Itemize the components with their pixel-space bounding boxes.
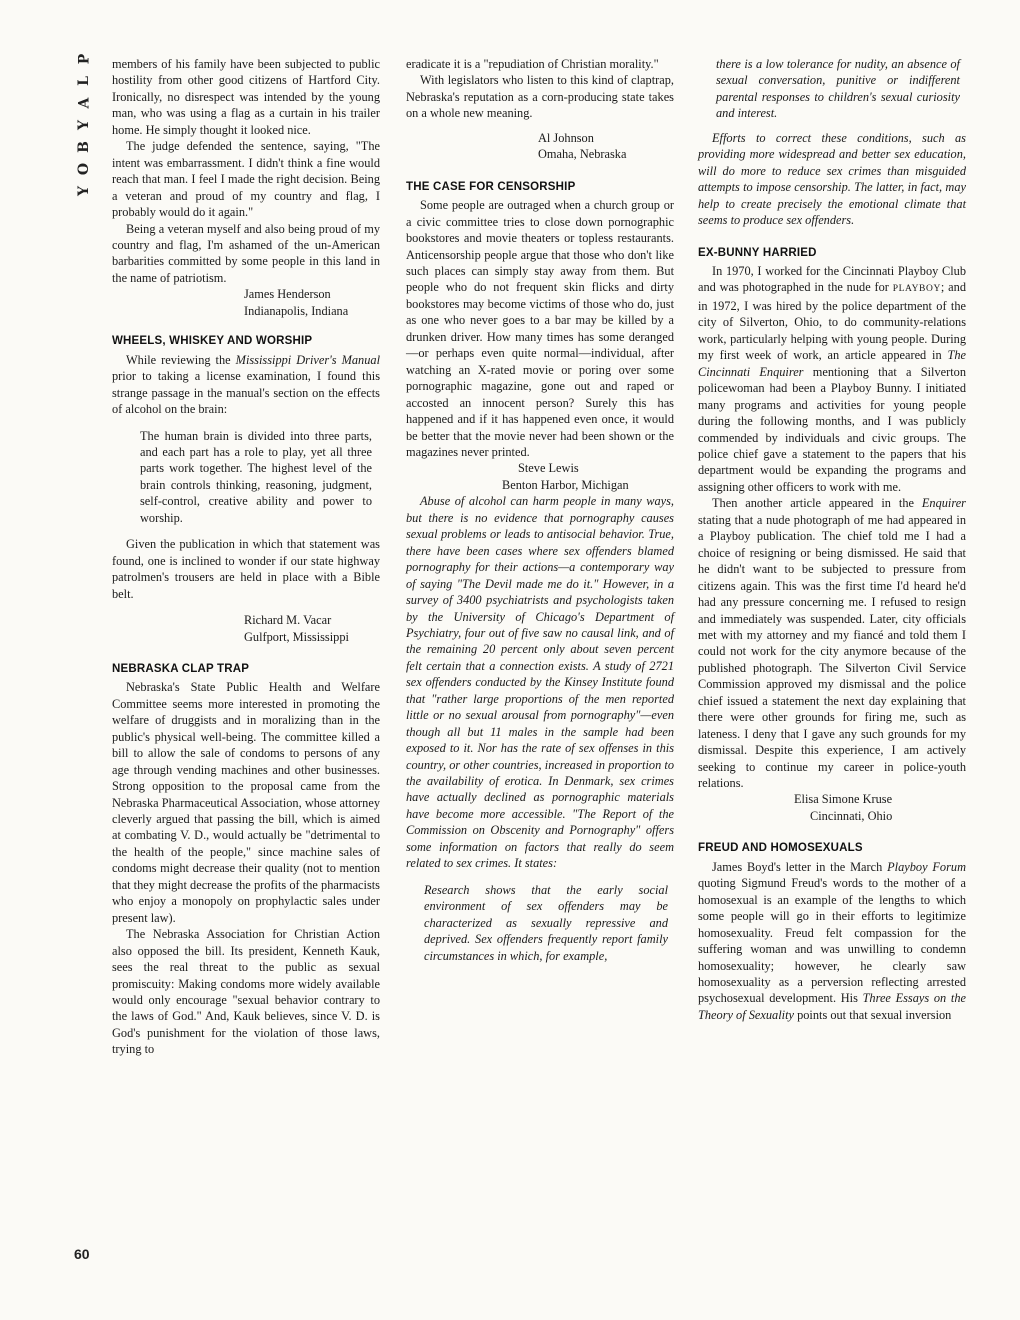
publication-title: The Cincinnati Enquirer xyxy=(698,348,966,379)
letter-paragraph: The judge defended the sentence, saying, "The intent was embarrassment. I didn't think a fine would reach that man. I feel I made the right decision. Being a veteran and proud of my country and flag, I probably would do it again." xyxy=(112,139,380,220)
letter-paragraph: members of his family have been subjected to public hostility from other good citizens of Hartford City. Ironically, no disrespect was intended by the young man, who was using a flag as a curtain in his trailer home. He simply thought it looked nice. xyxy=(112,57,380,137)
letter-paragraph: eradicate it is a "repudiation of Christian morality." xyxy=(406,57,659,71)
section-heading: NEBRASKA CLAP TRAP xyxy=(112,662,250,675)
text-run: quoting Sigmund Freud's words to the mother of a homosexual is an example of the lengths to which some people will go in their efforts to legitimize homosexuality. Freud felt compassion for the suffering woman and was unwilling to condemn homosexuality; however, he clearly saw homosexuality as a perversion reflecting arrested psychosexual development. His xyxy=(698,876,966,1006)
publication-title: Mississippi Driver's Manual xyxy=(235,352,381,367)
signature-name: Elisa Simone Kruse xyxy=(794,792,893,807)
masthead-letter: Y xyxy=(76,186,92,196)
letter-paragraph xyxy=(698,263,966,495)
text-run: While reviewing the xyxy=(126,352,236,367)
letter-paragraph xyxy=(698,859,966,1024)
text-run: ; and in 1972, I was hired by the police department of the city of Silverton, Ohio, to do community-relations work, particularly helping with young people. During my first week of work, an article appeared in xyxy=(698,280,966,363)
signature-name: James Henderson xyxy=(244,287,331,302)
signature-place: Benton Harbor, Michigan xyxy=(502,477,629,492)
publication-title: Playboy Forum xyxy=(887,859,966,874)
letter-paragraph xyxy=(698,495,966,791)
masthead-letter: P xyxy=(76,53,92,65)
publication-title: Three Essays on the Theory of Sexuality xyxy=(698,991,966,1022)
letter-paragraph: Given the publication in which that statement was found, one is inclined to wonder if our state highway patrolmen's trousers are held in place with a Bible belt. xyxy=(112,537,380,601)
text-run: mentioning that a Silverton policewoman had been a Playboy Bunny. I initiated many programs and activities for young people during the following months, and I was publicly commended by individuals and civic groups. The police chief gave a statement to the papers that his department would be expanding the programs and assigning other officers to work with me. xyxy=(698,364,966,494)
signature-name: Steve Lewis xyxy=(518,461,579,476)
letter-paragraph: Some people are outraged when a church group or a civic committee tries to close down pornographic bookstores and movie theaters or topless restaurants. Anticensorship people argue that those who don't like such places can simply stay away from them. But people who do not frequent skin flicks and dirty bookstores may become victims of those who do, just as one who never goes to a bar may be killed by a drunken driver. How many times has some deranged—or perhaps even quite normal—individual, after watching an X-rated movie or poring over some pornographic magazine, gone out and raped or accosted an innocent person? Surely this has happened and if it has happened even once, it would be better that the movie never had been shown or the magazines never printed. xyxy=(406,198,674,459)
letter-paragraph: Nebraska's State Public Health and Welfare Committee seems more interested in promoting the welfare of druggists and in moralizing than in the public's physical well-being. The committee killed a bill to allow the sale of condoms to persons of any age through vending machines and other businesses. Strong opposition to the proposal came from the Nebraska Pharmaceutical Association, whose attorney cleverly argued that passing the bill, which is aimed at combating V. D., would actually be "detrimental to the health of the people," since machine sales of condoms might decrease their quality (not to mention that they might decrease the profits of the pharmacists who enjoy a monopoly on prophylactic sales under present law). xyxy=(112,680,380,925)
section-heading: WHEELS, WHISKEY AND WORSHIP xyxy=(112,335,313,348)
editor-reply: Abuse of alcohol can harm people in many ways, but there is no evidence that pornography causes sexual problems or leads to antisocial behavior. True, there have been cases where sex offenders blamed pornography for their actions—a contemporary way of saying "The Devil made me do it." However, in a survey of 3400 psychiatrists and psychologists taken by the University of Chicago's Department of Psychiatry, four out of five saw no causal link, and of the remaining 20 percent only about seven percent felt certain that a connection exists. A study of 2721 sex offenders conducted by the Kinsey Institute found that "rather large proportions of the men reported little or no sexual arousal from pornography"—even though all but 11 males in the sample had been exposed to it. Nor has the rate of sex offenses in this country, or other countries, increased in proportion to the availability of erotica. In Denmark, sex crimes have actually declined as pornographic materials have become more accessible. "The Report of the Commission on Obscenity and Pornography" offers some information on factors that really do seem related to sex crimes. It states: xyxy=(406,494,674,871)
signature-place: Omaha, Nebraska xyxy=(538,147,627,162)
magazine-name: PLAYBOY xyxy=(892,284,941,295)
text-run: James Boyd's letter in the March xyxy=(712,859,888,874)
masthead-letter: Y xyxy=(76,120,92,130)
masthead-letter: O xyxy=(75,162,92,176)
signature-name: Al Johnson xyxy=(538,130,594,145)
signature-place: Gulfport, Mississippi xyxy=(244,629,349,644)
section-heading: EX-BUNNY HARRIED xyxy=(698,246,817,259)
page-number: 60 xyxy=(74,1246,90,1262)
block-quote: The human brain is divided into three parts, and each part has a role to play, yet all three parts work together. The highest level of the brain controls thinking, reasoning, judgment, self-control, creative ability and power to worship. xyxy=(140,428,372,525)
section-heading: THE CASE FOR CENSORSHIP xyxy=(406,180,576,193)
text-run: points out that sexual inversion xyxy=(793,1007,952,1022)
column-2 xyxy=(406,56,674,972)
text-run: stating that a nude photograph of me had appeared in a Playboy publication. The chief told me I had a choice of resigning or being dismissed. He said that he didn't want to be subjected to pressure from citizens again. This was the first time I'd heard he'd had any pressure concerning me. I refused to resign and immediately was suspended. Later, city officials met with my attorney and my fiancé and told them I could not work for the city anymore because of the published photograph. The Silverton Civil Service Commission approved my dismissal and the police chief issued a statement the next day explaining that there were other grounds for firing me, such as lateness. I deny that I gave any such grounds for my dismissal. Despite this experience, I am actively seeking to continue my career in police-youth relations. xyxy=(698,512,966,791)
publication-title: Enquirer xyxy=(921,496,966,511)
letter-paragraph xyxy=(112,352,380,418)
block-quote: Research shows that the early social environment of sex offenders may be characterized as sexually repressive and deprived. Sex offenders frequently report family circumstances in which, for example, xyxy=(424,882,668,963)
text-run: Then another article appeared in the xyxy=(712,496,922,511)
masthead-letter: L xyxy=(76,76,92,86)
signature-name: Richard M. Vacar xyxy=(244,613,332,628)
column-3 xyxy=(698,56,966,1023)
section-heading: FREUD AND HOMOSEXUALS xyxy=(698,842,863,855)
text-run: In 1970, I worked for the Cincinnati Playboy Club and was photographed in the nude for xyxy=(698,263,966,295)
block-quote: there is a low tolerance for nudity, an absence of sexual conversation, punitive or indifferent parental responses to children's sexual curiosity and interest. xyxy=(716,57,960,121)
masthead-letter: A xyxy=(76,97,92,109)
column-1 xyxy=(112,56,380,1058)
letter-paragraph: The Nebraska Association for Christian Action also opposed the bill. Its president, Kenneth Kauk, sees the real threat to the public as sexual promiscuity: Making condoms more widely available would only encourage "sexual behavior contrary to the laws of God." And, Kauk believes, since V. D. is God's punishment for the violation of those laws, trying to xyxy=(112,927,380,1057)
text-run: prior to taking a license examination, I found this strange passage in the manual's section on the effects of alcohol on the brain: xyxy=(112,369,380,417)
masthead-logo xyxy=(64,48,104,202)
masthead-letter: B xyxy=(76,141,92,153)
signature-place: Indianapolis, Indiana xyxy=(244,303,349,318)
letter-paragraph: With legislators who listen to this kind of claptrap, Nebraska's reputation as a corn-producing state takes on a whole new meaning. xyxy=(406,73,674,121)
letter-paragraph: Being a veteran myself and also being proud of my country and flag, I'm ashamed of the un-American barbarities committed by some people in this land in the name of patriotism. xyxy=(112,221,380,285)
signature-place: Cincinnati, Ohio xyxy=(810,808,893,823)
editor-reply: Efforts to correct these conditions, such as providing more widespread and better sex education, will do more to reduce sex crimes than misguided attempts to impose censorship. The latter, in fact, may help to create precisely the emotional climate that seems to produce sex offenders. xyxy=(698,130,966,228)
